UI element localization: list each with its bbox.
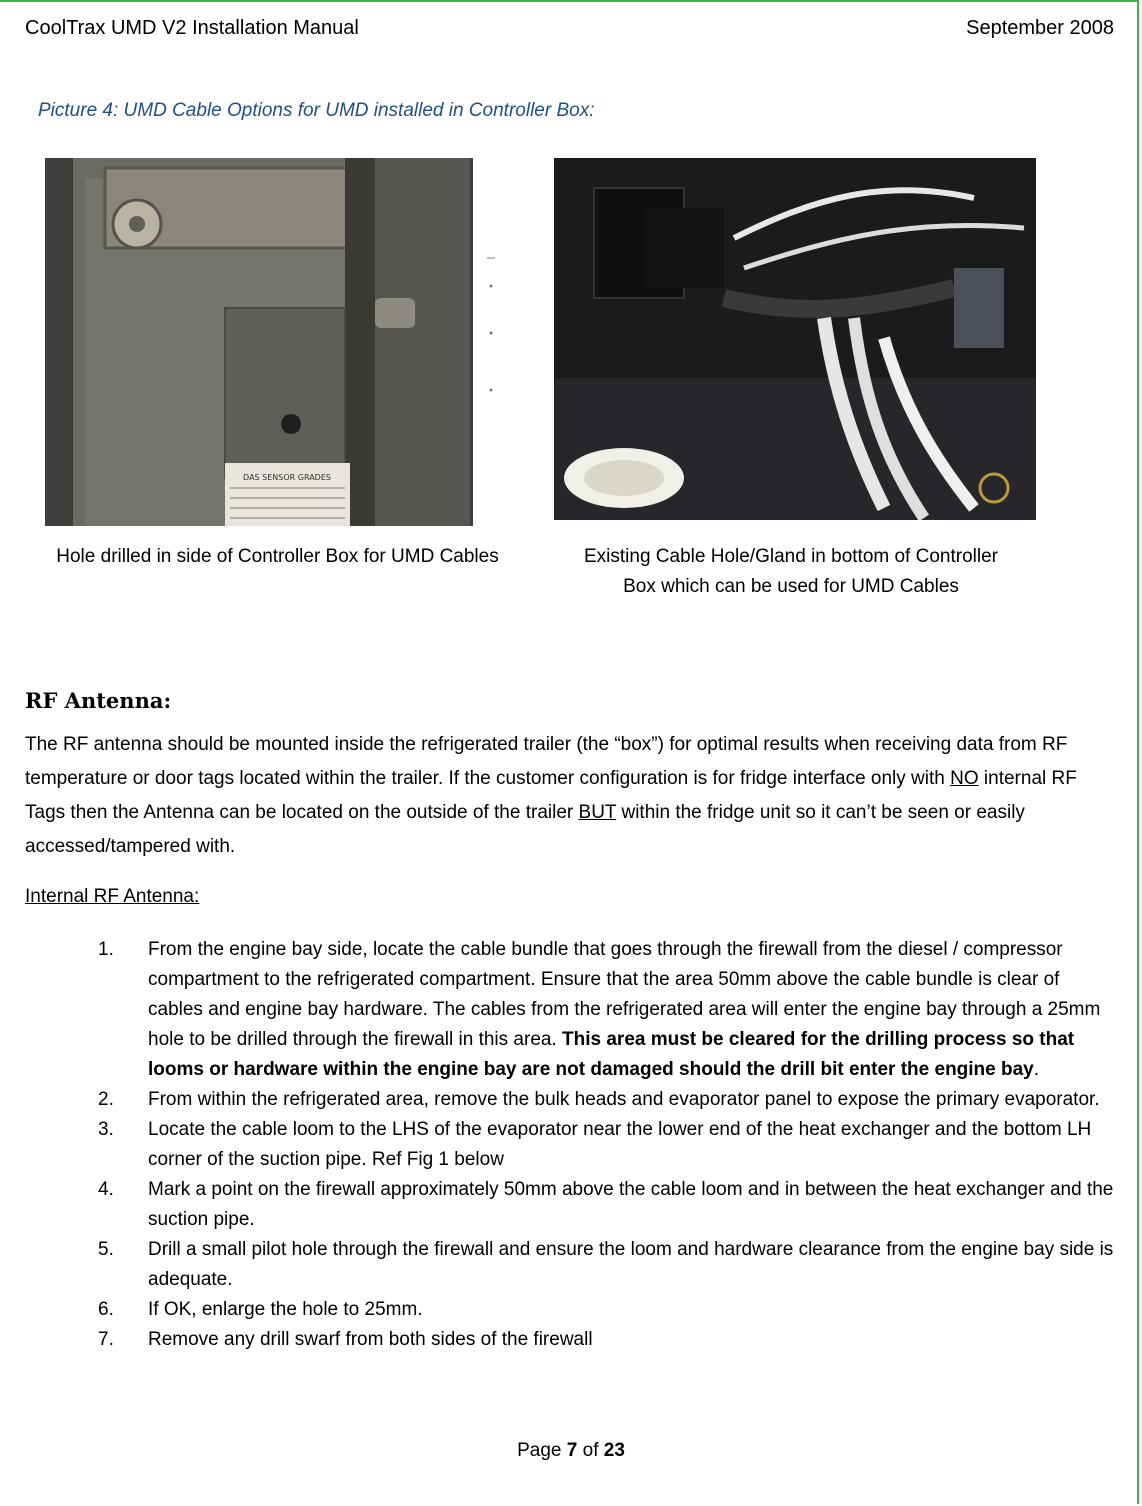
step-item: 6. If OK, enlarge the hole to 25mm. bbox=[98, 1299, 423, 1320]
document-title: CoolTrax UMD V2 Installation Manual bbox=[25, 17, 359, 39]
document-date: September 2008 bbox=[966, 17, 1114, 39]
page-footer: Page 7 of 23 bbox=[517, 1440, 625, 1461]
para-text-1: The RF antenna should be mounted inside the refrigerated trailer (the “box”) for optimal results when receiving data from RF temperature or door tags located within the trailer. If the customer configuration is for fridge interface only with bbox=[25, 734, 1068, 789]
step-item: 7. Remove any drill swarf from both sides of the firewall bbox=[98, 1329, 593, 1350]
rf-antenna-paragraph bbox=[25, 728, 1115, 864]
step-item: 2. From within the refrigerated area, remove the bulk heads and evaporator panel to expose the primary evaporator. bbox=[98, 1089, 1100, 1110]
page-number: 7 bbox=[566, 1440, 578, 1461]
para-text-2: internal RF Tags then the Antenna can be located on the outside of the trailer bbox=[25, 768, 1077, 823]
controller-box-photo bbox=[45, 158, 503, 526]
right-photo-caption: Existing Cable Hole/Gland in bottom of Controller Box which can be used for UMD Cables bbox=[584, 546, 998, 597]
internal-rf-antenna-subheading: Internal RF Antenna: bbox=[25, 886, 200, 907]
figure-title: Picture 4: UMD Cable Options for UMD installed in Controller Box: bbox=[38, 100, 595, 121]
cable-gland-photo bbox=[554, 158, 1036, 520]
step-item: 3. Locate the cable loom to the LHS of the evaporator near the lower end of the heat exchanger and the bottom LH corner of the suction pipe. Ref Fig 1 below bbox=[98, 1119, 1092, 1170]
step-item: 5. Drill a small pilot hole through the firewall and ensure the loom and hardware clearance from the engine bay side is adequate. bbox=[98, 1239, 1114, 1290]
para-emphasis-no: NO bbox=[950, 768, 979, 789]
step-item: 1. From the engine bay side, locate the cable bundle that goes through the firewall from the diesel / compressor compartment to the refrigerated compartment. Ensure that the area 50mm above the cable bundle is clear of cables and engine bay hardware. The cables from the refrigerated area will enter the engine bay through a 25mm hole to be drilled through the firewall in this area. This area must be cleared for the drilling process so that looms or hardware within the engine bay are not damaged should the drill bit enter the engine bay. bbox=[98, 939, 1101, 1080]
para-text-3: within the fridge unit so it can’t be seen or easily accessed/tampered with. bbox=[25, 802, 1025, 857]
installation-steps bbox=[0, 935, 1115, 1355]
step-item: 4. Mark a point on the firewall approximately 50mm above the cable loom and in between the heat exchanger and the suction pipe. bbox=[98, 1179, 1114, 1230]
rf-antenna-heading: RF Antenna: bbox=[25, 688, 172, 713]
left-photo-caption: Hole drilled in side of Controller Box for UMD Cables bbox=[56, 546, 499, 567]
page-total: 23 bbox=[603, 1440, 625, 1461]
para-emphasis-but: BUT bbox=[578, 802, 617, 823]
sensor-grade-label: DAS SENSOR GRADES bbox=[243, 473, 331, 482]
